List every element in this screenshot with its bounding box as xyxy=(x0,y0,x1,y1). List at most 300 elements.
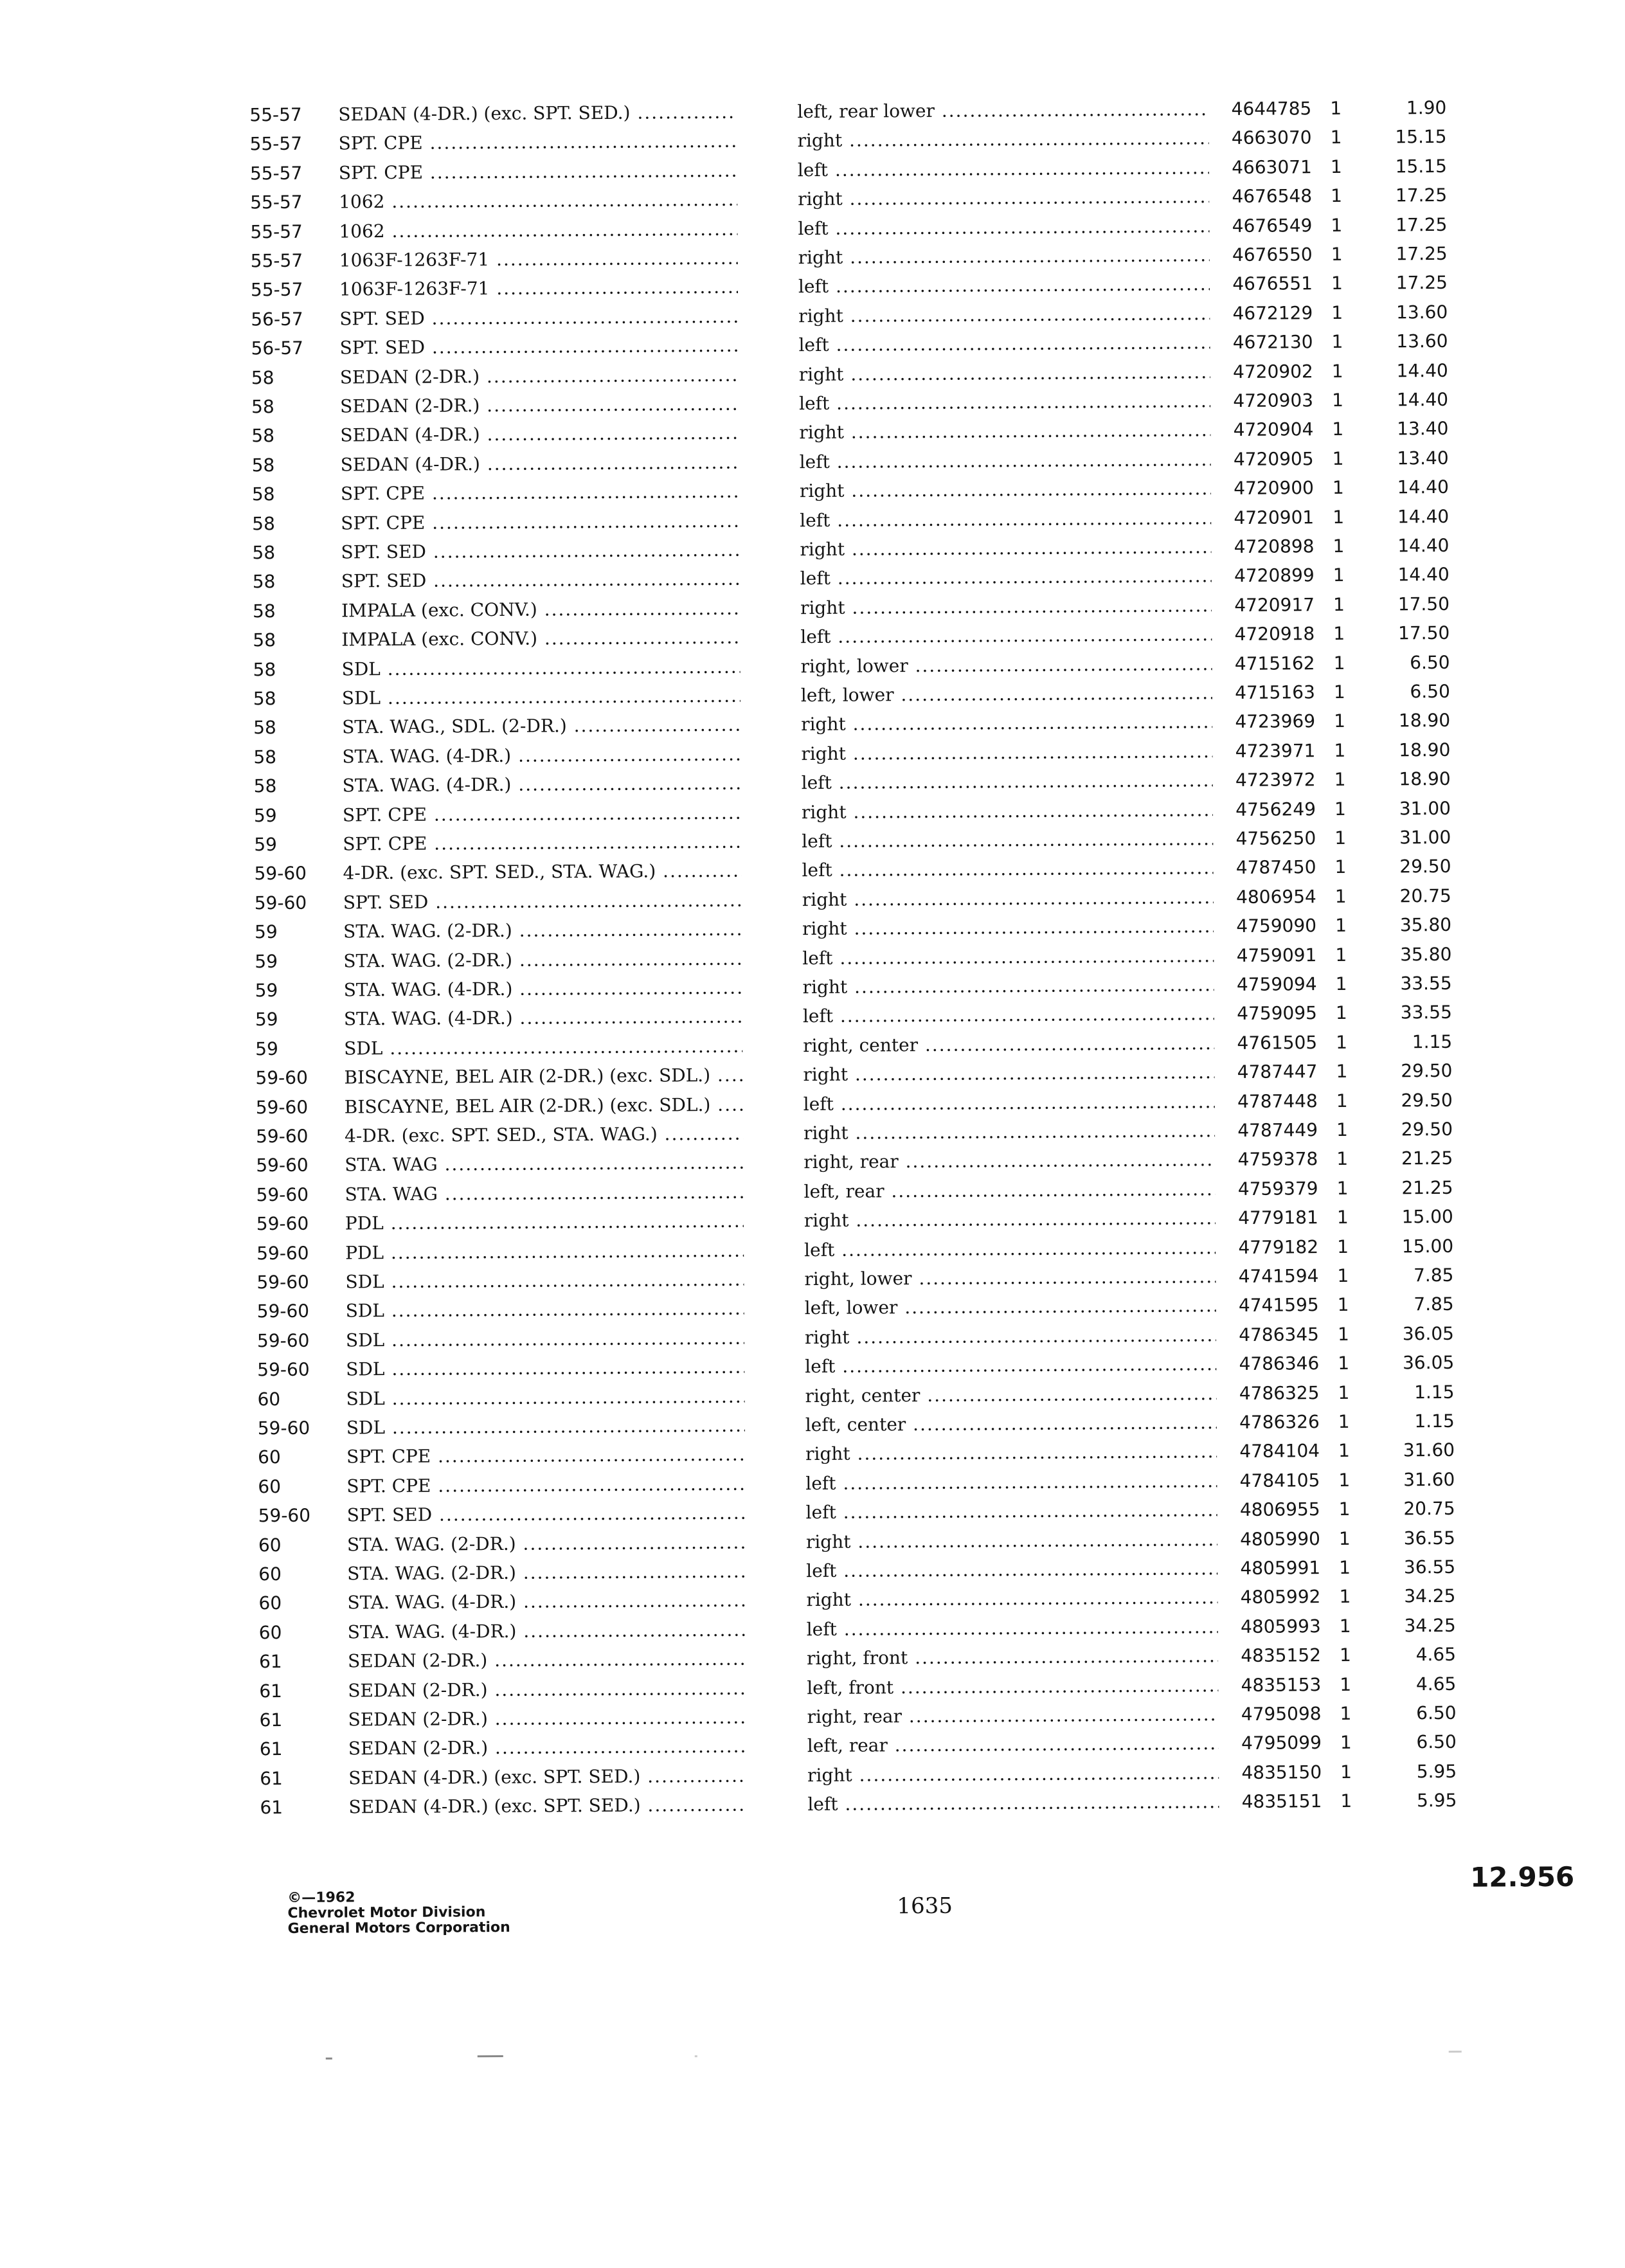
quantity-cell: 1 xyxy=(1338,1527,1351,1549)
position-cell: left ..... xyxy=(806,1554,1217,1585)
model-cell: STA. WAG., SDL. (2-DR.) ..... xyxy=(342,711,741,742)
position-cell: right ..... xyxy=(798,183,1209,213)
part-number-cell: 4787449 xyxy=(1237,1119,1318,1141)
model-cell: STA. WAG ..... xyxy=(345,1178,743,1209)
price-cell: 20.75 xyxy=(1399,885,1451,907)
year-cell: 59-60 xyxy=(256,1212,309,1235)
quantity-cell: 1 xyxy=(1340,1673,1352,1695)
price-cell: 35.80 xyxy=(1400,943,1452,966)
part-number-cell: 4720900 xyxy=(1234,477,1314,500)
quantity-cell: 1 xyxy=(1332,419,1344,440)
part-number-cell: 4720902 xyxy=(1232,360,1313,382)
price-cell: 14.40 xyxy=(1397,476,1449,498)
position-cell: left, rear ..... xyxy=(804,1175,1215,1206)
price-cell: 13.40 xyxy=(1397,447,1449,469)
position-cell: right ..... xyxy=(800,591,1212,622)
price-cell: 6.50 xyxy=(1416,1702,1457,1724)
part-number-cell: 4779181 xyxy=(1238,1207,1318,1229)
price-cell: 36.55 xyxy=(1403,1556,1456,1578)
position-cell: right ..... xyxy=(801,737,1212,768)
quantity-cell: 1 xyxy=(1336,1031,1348,1053)
model-cell: 1062 ..... xyxy=(339,186,737,217)
quantity-cell: 1 xyxy=(1335,1002,1347,1024)
year-cell: 59 xyxy=(255,950,278,972)
part-number-cell: 4720918 xyxy=(1234,623,1315,645)
model-cell: 4-DR. (exc. SPT. SED., STA. WAG.) ..... xyxy=(345,1120,743,1151)
price-cell: 21.25 xyxy=(1401,1176,1453,1199)
model-cell: BISCAYNE, BEL AIR (2-DR.) (exc. SDL.) ..... xyxy=(345,1090,743,1121)
part-number-cell: 4741594 xyxy=(1238,1265,1319,1287)
position-cell: left, rear lower ..... xyxy=(797,95,1208,126)
price-cell: 29.50 xyxy=(1399,856,1451,878)
section-number: 12.956 xyxy=(1469,1860,1575,1893)
quantity-cell: 1 xyxy=(1336,1177,1349,1199)
year-cell: 59-60 xyxy=(254,863,307,885)
quantity-cell: 1 xyxy=(1334,856,1347,878)
model-cell: SDL ..... xyxy=(341,652,740,683)
year-cell: 58 xyxy=(251,454,275,476)
price-cell: 15.00 xyxy=(1401,1206,1453,1228)
price-cell: 1.15 xyxy=(1414,1381,1455,1403)
position-cell: right, center ..... xyxy=(803,1029,1214,1060)
price-cell: 15.15 xyxy=(1395,155,1447,177)
quantity-cell: 1 xyxy=(1331,302,1343,323)
model-cell: SPT. CPE ..... xyxy=(339,156,737,187)
part-number-cell: 4759095 xyxy=(1237,1002,1317,1025)
model-cell: SEDAN (2-DR.) ..... xyxy=(348,1704,746,1734)
position-cell: left ..... xyxy=(800,504,1211,535)
price-cell: 14.40 xyxy=(1396,388,1449,411)
model-cell: SEDAN (2-DR.) ..... xyxy=(340,390,739,421)
model-cell: SPT. CPE ..... xyxy=(338,127,737,158)
model-cell: IMPALA (exc. CONV.) ..... xyxy=(341,594,740,625)
position-cell: right, rear ..... xyxy=(804,1146,1215,1177)
model-cell: STA. WAG. (4-DR.) ..... xyxy=(342,740,741,771)
copyright-notice xyxy=(287,1889,510,1937)
quantity-cell: 1 xyxy=(1332,389,1344,411)
position-cell: right, lower ..... xyxy=(804,1263,1216,1293)
quantity-cell: 1 xyxy=(1339,1615,1351,1637)
position-cell: right ..... xyxy=(801,708,1212,739)
year-cell: 59-60 xyxy=(254,892,307,914)
position-cell: right ..... xyxy=(804,1204,1216,1235)
year-cell: 59-60 xyxy=(257,1417,310,1439)
year-cell: 58 xyxy=(251,366,274,388)
model-cell: STA. WAG. (2-DR.) ..... xyxy=(343,915,742,946)
quantity-cell: 1 xyxy=(1338,1469,1351,1491)
quantity-cell: 1 xyxy=(1338,1410,1350,1433)
model-cell: PDL ..... xyxy=(345,1236,744,1267)
model-cell: STA. WAG. (2-DR.) ..... xyxy=(347,1558,746,1589)
part-number-cell: 4786326 xyxy=(1239,1411,1320,1433)
price-cell: 14.40 xyxy=(1397,534,1450,557)
year-cell: 59 xyxy=(255,1038,278,1060)
model-cell: SPT. SED ..... xyxy=(341,536,739,567)
quantity-cell: 1 xyxy=(1336,1148,1349,1170)
part-number-cell: 4806955 xyxy=(1239,1498,1320,1521)
part-number-cell: 4715162 xyxy=(1234,652,1315,674)
model-cell: IMPALA (exc. CONV.) ..... xyxy=(341,624,740,654)
model-cell: SDL ..... xyxy=(346,1295,744,1326)
position-cell: left ..... xyxy=(802,766,1213,797)
position-cell: right ..... xyxy=(806,1526,1217,1556)
quantity-cell: 1 xyxy=(1330,97,1342,120)
price-cell: 17.25 xyxy=(1396,242,1448,265)
price-cell: 6.50 xyxy=(1410,680,1450,703)
part-number-cell: 4723969 xyxy=(1235,710,1316,733)
quantity-cell: 1 xyxy=(1334,827,1347,849)
model-cell: SEDAN (4-DR.) (exc. SPT. SED.) ..... xyxy=(348,1761,747,1792)
price-cell: 36.05 xyxy=(1402,1322,1455,1345)
position-cell: right, lower ..... xyxy=(800,650,1212,681)
position-cell: left ..... xyxy=(802,942,1214,973)
part-number-cell: 4676551 xyxy=(1232,273,1313,295)
price-cell: 14.40 xyxy=(1397,505,1450,528)
position-cell: right ..... xyxy=(802,912,1214,943)
quantity-cell: 1 xyxy=(1340,1732,1352,1754)
quantity-cell: 1 xyxy=(1333,535,1345,557)
position-cell: right ..... xyxy=(800,533,1211,564)
year-cell: 59 xyxy=(254,921,278,943)
model-cell: SEDAN (4-DR.) (exc. SPT. SED.) ..... xyxy=(348,1791,747,1822)
price-cell: 17.25 xyxy=(1395,184,1448,206)
price-cell: 14.40 xyxy=(1396,359,1448,382)
position-cell: left, lower ..... xyxy=(805,1292,1216,1323)
position-cell: right ..... xyxy=(799,417,1210,447)
quantity-cell: 1 xyxy=(1340,1790,1352,1812)
quantity-cell: 1 xyxy=(1330,127,1342,148)
copyright-year: ©—1962 xyxy=(287,1889,355,1907)
price-cell: 15.00 xyxy=(1401,1235,1454,1257)
part-number-cell: 4720904 xyxy=(1233,419,1314,441)
price-cell: 17.25 xyxy=(1396,213,1448,236)
quantity-cell: 1 xyxy=(1331,360,1343,382)
quantity-cell: 1 xyxy=(1332,477,1344,499)
part-number-cell: 4835151 xyxy=(1241,1790,1322,1813)
year-cell: 59-60 xyxy=(256,1300,310,1322)
year-cell: 55-57 xyxy=(249,104,302,126)
model-cell: SPT. SED ..... xyxy=(347,1499,746,1530)
part-number-cell: 4756249 xyxy=(1235,798,1316,820)
year-cell: 56-57 xyxy=(251,308,303,330)
price-cell: 17.50 xyxy=(1397,593,1450,615)
quantity-cell: 1 xyxy=(1339,1644,1351,1666)
quantity-cell: 1 xyxy=(1340,1761,1352,1783)
model-cell: SPT. CPE ..... xyxy=(346,1470,745,1500)
position-cell: left ..... xyxy=(807,1613,1218,1644)
part-number-cell: 4805990 xyxy=(1240,1527,1320,1550)
part-number-cell: 4835153 xyxy=(1241,1673,1322,1696)
position-cell: right ..... xyxy=(803,1058,1214,1089)
part-number-cell: 4759091 xyxy=(1236,944,1317,966)
model-cell: SEDAN (2-DR.) ..... xyxy=(348,1645,746,1676)
model-cell: STA. WAG. (4-DR.) ..... xyxy=(343,770,741,800)
part-number-cell: 4720905 xyxy=(1233,448,1314,470)
price-cell: 31.00 xyxy=(1399,797,1451,820)
model-cell: SDL ..... xyxy=(342,682,741,713)
model-cell: SEDAN (2-DR.) ..... xyxy=(348,1733,747,1763)
year-cell: 59 xyxy=(255,1009,278,1030)
model-cell: SEDAN (2-DR.) ..... xyxy=(340,361,739,392)
quantity-cell: 1 xyxy=(1334,769,1346,791)
year-cell: 60 xyxy=(258,1563,282,1585)
position-cell: right ..... xyxy=(799,358,1210,389)
part-number-cell: 4720899 xyxy=(1234,564,1315,587)
copyright-corporation: General Motors Corporation xyxy=(287,1919,510,1938)
part-number-cell: 4786325 xyxy=(1239,1382,1320,1404)
year-cell: 59 xyxy=(253,804,277,826)
position-cell: left ..... xyxy=(804,1088,1215,1119)
part-number-cell: 4723972 xyxy=(1235,769,1316,791)
year-cell: 59-60 xyxy=(255,1125,309,1148)
part-number-cell: 4644785 xyxy=(1231,98,1312,120)
part-number-cell: 4720903 xyxy=(1233,390,1314,411)
year-cell: 58 xyxy=(253,775,277,797)
year-cell: 58 xyxy=(252,600,276,622)
year-cell: 59-60 xyxy=(256,1329,310,1352)
part-number-cell: 4741595 xyxy=(1238,1294,1319,1317)
price-cell: 13.60 xyxy=(1396,301,1448,323)
price-cell: 1.15 xyxy=(1412,1030,1453,1053)
year-cell: 58 xyxy=(253,746,277,768)
part-number-cell: 4715163 xyxy=(1235,681,1315,703)
part-number-cell: 4756250 xyxy=(1235,827,1316,849)
page-number: 1635 xyxy=(897,1893,953,1920)
model-cell: SEDAN (4-DR.) ..... xyxy=(341,448,739,479)
price-cell: 18.90 xyxy=(1399,768,1451,790)
model-cell: SPT. CPE ..... xyxy=(341,507,739,537)
year-cell: 61 xyxy=(259,1738,283,1760)
model-cell: SDL ..... xyxy=(344,1032,742,1063)
year-cell: 61 xyxy=(258,1651,282,1673)
year-cell: 59-60 xyxy=(257,1358,310,1381)
position-cell: right ..... xyxy=(806,1584,1217,1615)
year-cell: 60 xyxy=(258,1592,282,1614)
price-cell: 21.25 xyxy=(1401,1148,1453,1169)
price-cell: 36.05 xyxy=(1402,1352,1455,1374)
year-cell: 58 xyxy=(252,542,276,564)
quantity-cell: 1 xyxy=(1338,1353,1350,1374)
price-cell: 33.55 xyxy=(1400,972,1452,995)
year-cell: 55-57 xyxy=(250,279,303,301)
year-cell: 58 xyxy=(251,483,275,505)
model-cell: 1062 ..... xyxy=(339,215,737,246)
year-cell: 60 xyxy=(258,1534,282,1556)
quantity-cell: 1 xyxy=(1331,331,1343,353)
quantity-cell: 1 xyxy=(1333,506,1345,528)
part-number-cell: 4795099 xyxy=(1241,1732,1322,1754)
position-cell: left, center ..... xyxy=(805,1408,1217,1439)
year-cell: 58 xyxy=(253,658,276,680)
model-cell: STA. WAG. (2-DR.) ..... xyxy=(347,1528,746,1559)
position-cell: left ..... xyxy=(802,825,1213,856)
year-cell: 60 xyxy=(257,1446,281,1468)
quantity-cell: 1 xyxy=(1335,973,1347,995)
position-cell: right ..... xyxy=(805,1438,1217,1469)
year-cell: 59 xyxy=(254,834,277,856)
position-cell: right, front ..... xyxy=(807,1642,1218,1673)
quantity-cell: 1 xyxy=(1334,710,1346,732)
price-cell: 7.85 xyxy=(1414,1293,1454,1315)
year-cell: 58 xyxy=(251,425,275,447)
model-cell: SDL ..... xyxy=(346,1324,744,1354)
quantity-cell: 1 xyxy=(1337,1323,1349,1345)
quantity-cell: 1 xyxy=(1337,1236,1349,1257)
quantity-cell: 1 xyxy=(1332,447,1344,469)
position-cell: right ..... xyxy=(805,1321,1216,1352)
quantity-cell: 1 xyxy=(1331,214,1343,236)
model-cell: SDL ..... xyxy=(346,1412,745,1443)
part-number-cell: 4759378 xyxy=(1237,1148,1318,1171)
year-cell: 59-60 xyxy=(258,1504,311,1527)
model-cell: SDL ..... xyxy=(345,1266,744,1297)
quantity-cell: 1 xyxy=(1333,564,1345,586)
model-cell: SPT. SED ..... xyxy=(341,565,740,596)
part-number-cell: 4720898 xyxy=(1234,536,1315,557)
scan-specks xyxy=(6,2046,1625,2068)
position-cell: left ..... xyxy=(802,854,1213,885)
model-cell: SPT. CPE ..... xyxy=(341,478,739,509)
quantity-cell: 1 xyxy=(1331,273,1343,294)
part-number-cell: 4720901 xyxy=(1234,506,1315,528)
price-cell: 1.15 xyxy=(1414,1410,1455,1432)
model-cell: SEDAN (4-DR.) (exc. SPT. SED.) ..... xyxy=(338,98,737,129)
quantity-cell: 1 xyxy=(1336,1061,1348,1083)
position-cell: right ..... xyxy=(802,971,1214,1002)
position-cell: right ..... xyxy=(807,1759,1219,1790)
quantity-cell: 1 xyxy=(1338,1498,1351,1520)
model-cell: SPT. CPE ..... xyxy=(343,828,741,859)
position-cell: left ..... xyxy=(799,387,1210,418)
quantity-cell: 1 xyxy=(1330,156,1342,177)
position-cell: left ..... xyxy=(805,1467,1217,1498)
price-cell: 5.95 xyxy=(1416,1790,1457,1812)
part-number-cell: 4676548 xyxy=(1232,185,1313,208)
year-cell: 58 xyxy=(253,688,276,710)
quantity-cell: 1 xyxy=(1338,1382,1350,1403)
part-number-cell: 4759094 xyxy=(1236,973,1317,995)
year-cell: 59-60 xyxy=(256,1271,309,1293)
quantity-cell: 1 xyxy=(1337,1294,1349,1316)
quantity-cell: 1 xyxy=(1336,1090,1348,1112)
price-cell: 35.80 xyxy=(1399,914,1452,936)
model-cell: 1063F-1263F-71 ..... xyxy=(339,244,738,275)
price-cell: 36.55 xyxy=(1403,1527,1455,1549)
price-cell: 29.50 xyxy=(1401,1060,1453,1082)
model-cell: SEDAN (2-DR.) ..... xyxy=(348,1674,746,1705)
model-cell: SPT. SED ..... xyxy=(339,332,738,363)
quantity-cell: 1 xyxy=(1334,885,1347,907)
model-cell: SEDAN (4-DR.) ..... xyxy=(340,419,739,450)
part-number-cell: 4784104 xyxy=(1239,1440,1320,1462)
quantity-cell: 1 xyxy=(1333,593,1345,615)
year-cell: 55-57 xyxy=(250,221,303,242)
position-cell: right ..... xyxy=(798,300,1210,330)
part-number-cell: 4787448 xyxy=(1237,1090,1318,1112)
price-cell: 34.25 xyxy=(1404,1614,1456,1637)
position-cell: right ..... xyxy=(802,796,1213,827)
part-number-cell: 4720917 xyxy=(1234,594,1315,616)
quantity-cell: 1 xyxy=(1331,243,1343,266)
price-cell: 4.65 xyxy=(1415,1644,1457,1666)
model-cell: BISCAYNE, BEL AIR (2-DR.) (exc. SDL.) ..... xyxy=(344,1061,742,1092)
quantity-cell: 1 xyxy=(1333,681,1345,703)
part-number-cell: 4723971 xyxy=(1235,740,1316,762)
part-number-cell: 4786346 xyxy=(1239,1353,1320,1375)
position-cell: left ..... xyxy=(804,1234,1216,1264)
quantity-cell: 1 xyxy=(1340,1702,1352,1725)
model-cell: STA. WAG. (4-DR.) ..... xyxy=(348,1616,746,1646)
model-cell: 4-DR. (exc. SPT. SED., STA. WAG.) ..... xyxy=(343,857,741,888)
model-cell: STA. WAG ..... xyxy=(345,1149,743,1180)
part-number-cell: 4676549 xyxy=(1232,214,1313,237)
price-cell: 31.60 xyxy=(1403,1468,1455,1491)
year-cell: 58 xyxy=(252,512,275,534)
part-number-cell: 4676550 xyxy=(1232,244,1313,266)
quantity-cell: 1 xyxy=(1334,739,1346,761)
part-number-cell: 4806954 xyxy=(1235,886,1316,908)
position-cell: right ..... xyxy=(797,125,1208,156)
position-cell: left ..... xyxy=(800,562,1212,593)
price-cell: 20.75 xyxy=(1403,1498,1455,1520)
quantity-cell: 1 xyxy=(1339,1556,1351,1579)
position-cell: left ..... xyxy=(803,1000,1214,1031)
price-cell: 13.60 xyxy=(1396,330,1448,352)
model-cell: STA. WAG. (4-DR.) ..... xyxy=(347,1587,746,1617)
model-cell: SPT. SED ..... xyxy=(343,886,742,917)
model-cell: STA. WAG. (4-DR.) ..... xyxy=(344,1003,742,1034)
price-cell: 14.40 xyxy=(1397,564,1450,586)
part-number-cell: 4672129 xyxy=(1232,302,1313,324)
position-cell: left ..... xyxy=(798,271,1210,302)
part-number-cell: 4761505 xyxy=(1237,1031,1318,1054)
year-cell: 55-57 xyxy=(249,133,303,155)
model-cell: SPT. CPE ..... xyxy=(346,1441,745,1472)
position-cell: left ..... xyxy=(805,1496,1217,1527)
part-number-cell: 4787447 xyxy=(1237,1061,1318,1083)
price-cell: 13.40 xyxy=(1397,418,1449,440)
position-cell: left, lower ..... xyxy=(801,679,1212,710)
quantity-cell: 1 xyxy=(1335,915,1347,937)
quantity-cell: 1 xyxy=(1333,652,1345,674)
part-number-cell: 4786345 xyxy=(1239,1323,1320,1346)
position-cell: right ..... xyxy=(800,474,1211,505)
copyright-division: Chevrolet Motor Division xyxy=(287,1904,486,1922)
model-cell: SDL ..... xyxy=(346,1382,744,1413)
quantity-cell: 1 xyxy=(1339,1586,1351,1608)
year-cell: 61 xyxy=(260,1767,283,1790)
year-cell: 59 xyxy=(255,980,278,1002)
part-number-cell: 4835152 xyxy=(1241,1644,1322,1667)
part-number-cell: 4759090 xyxy=(1236,915,1317,937)
year-cell: 61 xyxy=(259,1709,283,1731)
quantity-cell: 1 xyxy=(1331,185,1343,207)
part-number-cell: 4795098 xyxy=(1241,1703,1322,1725)
part-number-cell: 4759379 xyxy=(1237,1177,1318,1200)
model-cell: 1063F-1263F-71 ..... xyxy=(339,273,738,304)
year-cell: 59-60 xyxy=(255,1096,309,1118)
price-cell: 15.15 xyxy=(1395,126,1447,148)
year-cell: 55-57 xyxy=(249,162,303,184)
quantity-cell: 1 xyxy=(1338,1440,1351,1462)
price-cell: 4.65 xyxy=(1415,1673,1457,1695)
price-cell: 6.50 xyxy=(1410,651,1450,673)
price-cell: 33.55 xyxy=(1400,1002,1452,1023)
model-cell: SPT. SED ..... xyxy=(339,302,738,333)
price-cell: 31.00 xyxy=(1399,826,1451,849)
part-number-cell: 4805992 xyxy=(1240,1586,1321,1608)
position-cell: left ..... xyxy=(798,212,1209,243)
